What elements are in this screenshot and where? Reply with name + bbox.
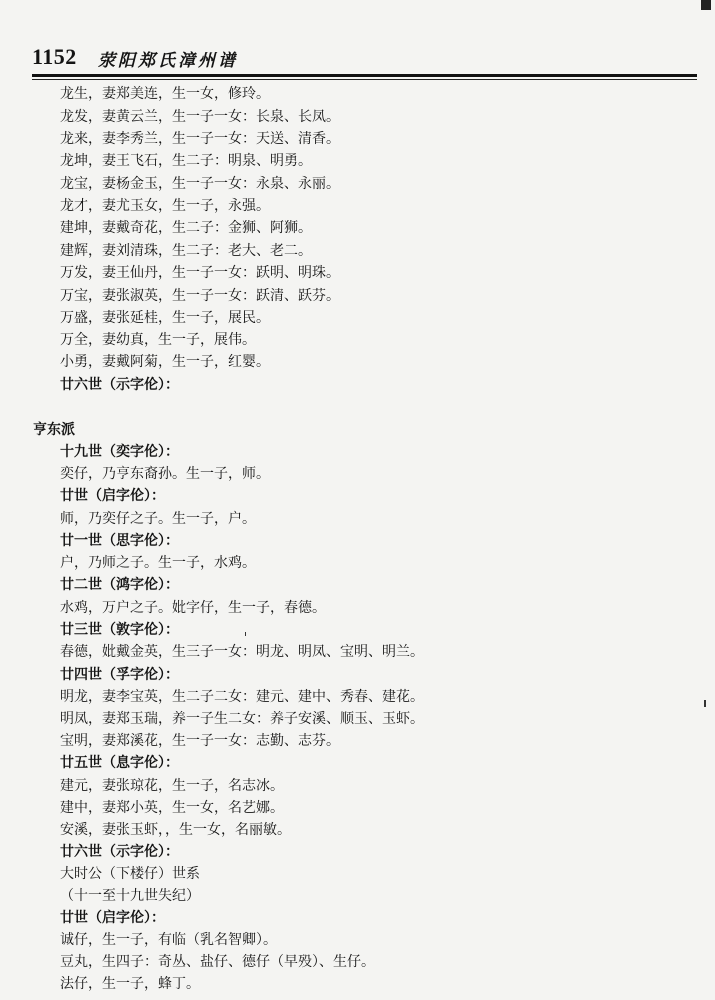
text-line: 龙发，妻黄云兰，生一子一女：长泉、长凤。 [60, 109, 340, 125]
text-line: 小勇，妻戴阿菊，生一子，红婴。 [60, 354, 270, 370]
text-line: 万发，妻王仙丹，生一子一女：跃明、明珠。 [60, 265, 340, 281]
text-line: 建辉，妻刘清珠，生二子：老大、老二。 [60, 243, 312, 259]
text-line: 明凤，妻郑玉瑞，养一子生二女：养子安溪、顺玉、玉虾。 [60, 711, 424, 727]
text-line: 龙坤，妻王飞石，生二子：明泉、明勇。 [60, 153, 312, 169]
book-title: 荥阳郑氏漳州谱 [98, 51, 238, 71]
generation-heading: 廿二世（鸿字伦）： [60, 577, 179, 593]
generation-heading: 廿三世（敦字伦）： [60, 622, 179, 638]
scan-speck [245, 632, 246, 636]
scan-speck [704, 700, 706, 707]
text-line: 豆丸，生四子：奇丛、盐仔、德仔（早殁）、生仔。 [60, 954, 375, 970]
generation-heading: 廿六世（示字伦）： [60, 377, 179, 393]
text-line: 龙才，妻尤玉女，生一子，永强。 [60, 198, 270, 214]
text-line: 万全，妻幼真，生一子，展伟。 [60, 332, 256, 348]
scan-mark [701, 0, 711, 10]
generation-heading: 廿六世（示字伦）： [60, 844, 179, 860]
text-line: 建坤，妻戴奇花，生二子：金狮、阿狮。 [60, 220, 312, 236]
text-line: 大时公（下楼仔）世系 [60, 866, 200, 882]
generation-heading: 廿世（启字伦）： [60, 488, 165, 504]
branch-heading: 亨东派 [33, 422, 75, 438]
header-rule-thin [32, 79, 697, 80]
text-line: 法仔，生一子，蜂丁。 [60, 976, 200, 992]
page-header [32, 44, 697, 80]
text-line: 师，乃奕仔之子。生一子，户。 [60, 511, 256, 527]
page-number: 1152 [32, 44, 77, 69]
text-line: 万盛，妻张延桂，生一子，展民。 [60, 310, 270, 326]
text-line: 诚仔，生一子，有临（乳名智卿）。 [60, 932, 277, 948]
text-line: 龙生，妻郑美连，生一女，修玲。 [60, 86, 270, 102]
header-rule-thick [32, 74, 697, 77]
text-line: 明龙，妻李宝英，生二子二女：建元、建中、秀春、建花。 [60, 689, 424, 705]
text-line: 建元，妻张琼花，生一子，名志冰。 [60, 778, 284, 794]
text-line: 万宝，妻张淑英，生一子一女：跃清、跃芬。 [60, 288, 340, 304]
text-line: 春德，妣戴金英，生三子一女：明龙、明凤、宝明、明兰。 [60, 644, 424, 660]
generation-heading: 廿一世（思字伦）： [60, 533, 179, 549]
text-line: 龙来，妻李秀兰，生一子一女：天送、清香。 [60, 131, 340, 147]
text-line: 户，乃师之子。生一子，水鸡。 [60, 555, 256, 571]
text-line: 奕仔，乃亨东裔孙。生一子，师。 [60, 466, 270, 482]
text-line: 宝明，妻郑溪花，生一子一女：志勤、志芬。 [60, 733, 340, 749]
generation-heading: 廿四世（孚字伦）： [60, 667, 179, 683]
text-line: 安溪，妻张玉虾，，生一女，名丽敏。 [60, 822, 291, 838]
generation-heading: 廿五世（息字伦）： [60, 755, 179, 771]
text-line: （十一至十九世失纪） [60, 888, 200, 904]
text-line: 水鸡，万户之子。妣字仔，生一子，春德。 [60, 600, 326, 616]
generation-heading: 十九世（奕字伦）： [60, 444, 179, 460]
text-line: 龙宝，妻杨金玉，生一子一女：永泉、永丽。 [60, 176, 340, 192]
generation-heading: 廿世（启字伦）： [60, 910, 165, 926]
text-line: 建中，妻郑小英，生一女，名艺娜。 [60, 800, 284, 816]
